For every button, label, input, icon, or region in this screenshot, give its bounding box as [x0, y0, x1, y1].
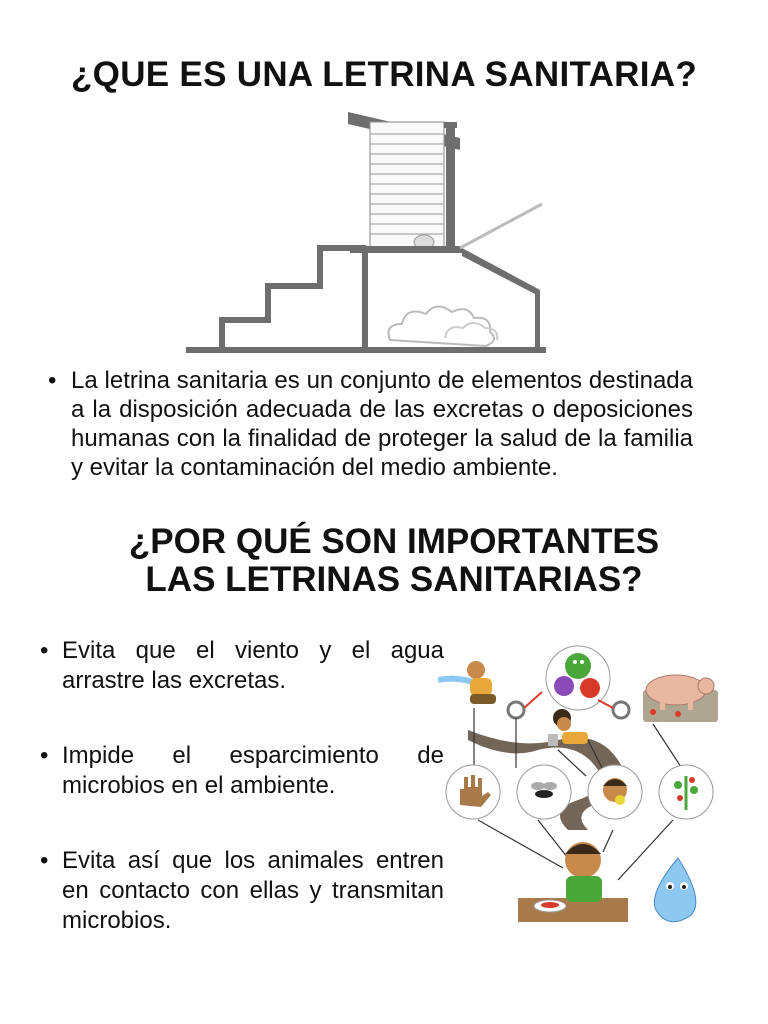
list-item: [40, 846, 444, 936]
bullet-mark: •: [40, 637, 49, 664]
definition-text: La letrina sanitaria es un conjunto de elementos destinada a la disposición adecuada de las excretas o deposiciones humanas con la finalidad de proteger la salud de la familia y evitar la contaminación del medio ambiente.: [71, 367, 693, 481]
bullet-mark: •: [48, 367, 57, 394]
definition-paragraph: [48, 366, 693, 482]
child-eating-at-table: [518, 842, 628, 922]
bullet-mark: •: [40, 847, 49, 874]
latrine-cabin: [370, 122, 444, 250]
section-heading: [60, 523, 728, 599]
fly-icon: [517, 765, 571, 819]
pig-icon: [643, 675, 718, 722]
squatting-person: [467, 661, 496, 704]
list-item: [40, 636, 444, 696]
page-title: ¿QUE ES UNA LETRINA SANITARIA?: [70, 55, 698, 94]
section-heading-line1: ¿POR QUÉ SON IMPORTANTES: [128, 522, 660, 561]
reason-text: Evita que el viento y el agua arrastre las excretas.: [62, 637, 444, 694]
bullet-mark: •: [40, 742, 49, 769]
reason-text: Evita así que los animales entren en contacto con ellas y transmitan microbios.: [62, 847, 444, 934]
reason-text: Impide el esparcimiento de microbios en el ambiente.: [62, 742, 444, 799]
eating-child-icon: [588, 765, 642, 819]
contamination-cycle-illustration: [438, 640, 728, 930]
section-heading-line2: LAS LETRINAS SANITARIAS?: [145, 560, 643, 599]
vent-pipe: [446, 126, 455, 250]
gear-icon: [508, 702, 524, 718]
gear-icon: [613, 702, 629, 718]
list-item: [40, 741, 444, 801]
ground-line: [186, 347, 546, 353]
plant-icon: [659, 765, 713, 819]
water-drop-icon: [654, 858, 696, 922]
latrine-diagram: [180, 108, 550, 358]
sitting-child: [548, 709, 588, 746]
latrine-stairs: [222, 248, 366, 348]
hand-icon: [446, 765, 500, 819]
pit-clouds: [389, 306, 495, 346]
